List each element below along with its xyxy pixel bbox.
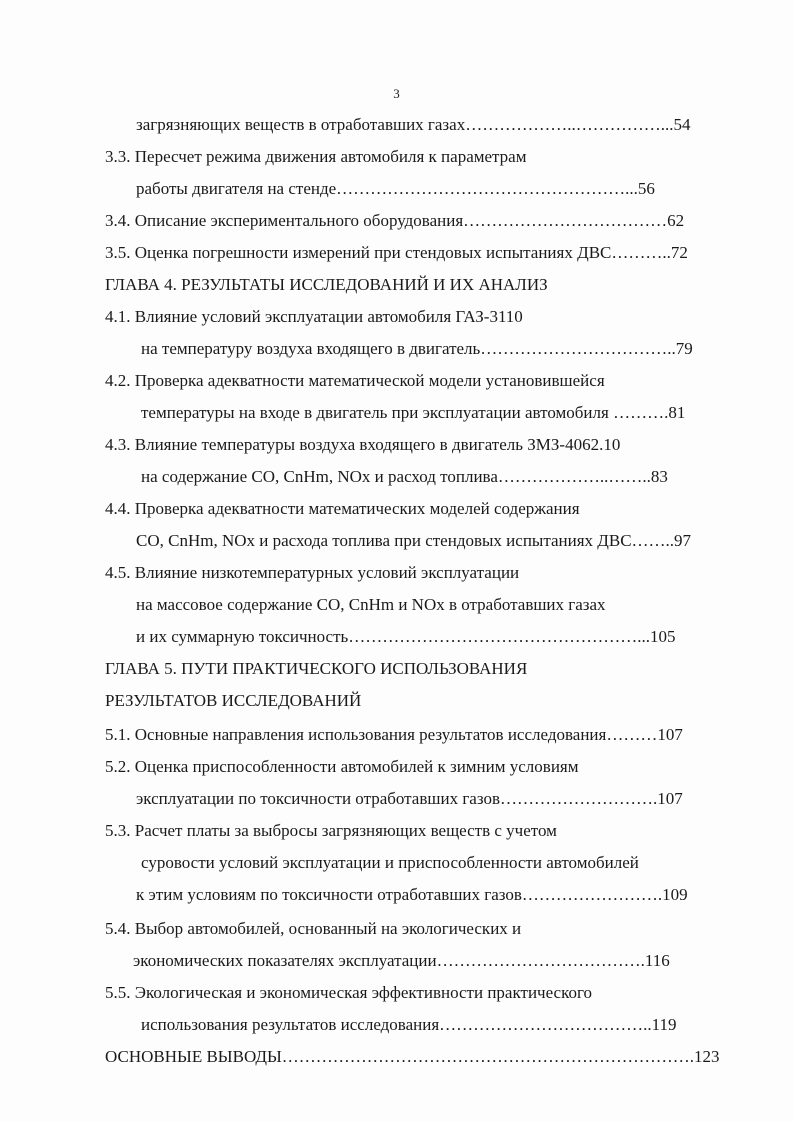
toc-line: и их суммарную токсичность……………………………………………...105	[136, 627, 676, 646]
chapter-heading: ГЛАВА 5. ПУТИ ПРАКТИЧЕСКОГО ИСПОЛЬЗОВАНИЯ	[105, 659, 528, 678]
toc-line: 5.1. Основные направления использования результатов исследования………107	[105, 725, 683, 744]
chapter-heading: ГЛАВА 4. РЕЗУЛЬТАТЫ ИССЛЕДОВАНИЙ И ИХ АНАЛИЗ	[105, 275, 548, 294]
toc-line: к этим условиям по токсичности отработавших газов…………………….109	[136, 885, 688, 904]
toc-line: 3.3. Пересчет режима движения автомобиля к параметрам	[105, 147, 527, 166]
toc-line: 4.4. Проверка адекватности математических моделей содержания	[105, 499, 580, 518]
toc-line: 3.4. Описание экспериментального оборудования………………………………62	[105, 211, 685, 230]
toc-line: на содержание СО, СnHm, NOx и расход топлива………………..……..83	[141, 467, 668, 486]
toc-line: ОСНОВНЫЕ ВЫВОДЫ……………………………………………………………….123	[105, 1047, 720, 1066]
toc-line: 4.5. Влияние низкотемпературных условий эксплуатации	[105, 563, 520, 582]
toc-line: суровости условий эксплуатации и приспособленности автомобилей	[141, 853, 639, 872]
toc-line: на температуру воздуха входящего в двигатель……………………………..79	[141, 339, 693, 358]
toc-line: 5.5. Экологическая и экономическая эффективности практического	[105, 983, 593, 1002]
toc-line: работы двигателя на стенде……………………………………………...56	[136, 179, 655, 198]
toc-line: загрязняющих веществ в отработавших газах………………..……………...54	[136, 115, 691, 134]
toc-line: 5.2. Оценка приспособленности автомобилей к зимним условиям	[105, 757, 579, 776]
chapter-heading: РЕЗУЛЬТАТОВ ИССЛЕДОВАНИЙ	[105, 691, 362, 710]
toc-line: на массовое содержание СО, СnHm и NOx в отработавших газах	[136, 595, 606, 614]
toc-line: 4.2. Проверка адекватности математической модели установившейся	[105, 371, 605, 390]
toc-line: 3.5. Оценка погрешности измерений при стендовых испытаниях ДВС………..72	[105, 243, 688, 262]
toc-line: 4.1. Влияние условий эксплуатации автомобиля ГАЗ-3110	[105, 307, 523, 326]
toc-line: использования результатов исследования………………………………..119	[141, 1015, 677, 1034]
toc-line: 5.4. Выбор автомобилей, основанный на экологических и	[105, 919, 522, 938]
toc-line: СО, СnHm, NOx и расхода топлива при стендовых испытаниях ДВС……..97	[136, 531, 692, 550]
toc-line: температуры на входе в двигатель при эксплуатации автомобиля ……….81	[141, 403, 686, 422]
toc-line: 4.3. Влияние температуры воздуха входящего в двигатель ЗМЗ-4062.10	[105, 435, 621, 454]
toc-line: эксплуатации по токсичности отработавших газов……………………….107	[136, 789, 683, 808]
page-number: 3	[393, 86, 400, 101]
toc-line: 5.3. Расчет платы за выбросы загрязняющих веществ с учетом	[105, 821, 557, 840]
toc-line: экономических показателях эксплуатации……………………………….116	[133, 951, 670, 970]
